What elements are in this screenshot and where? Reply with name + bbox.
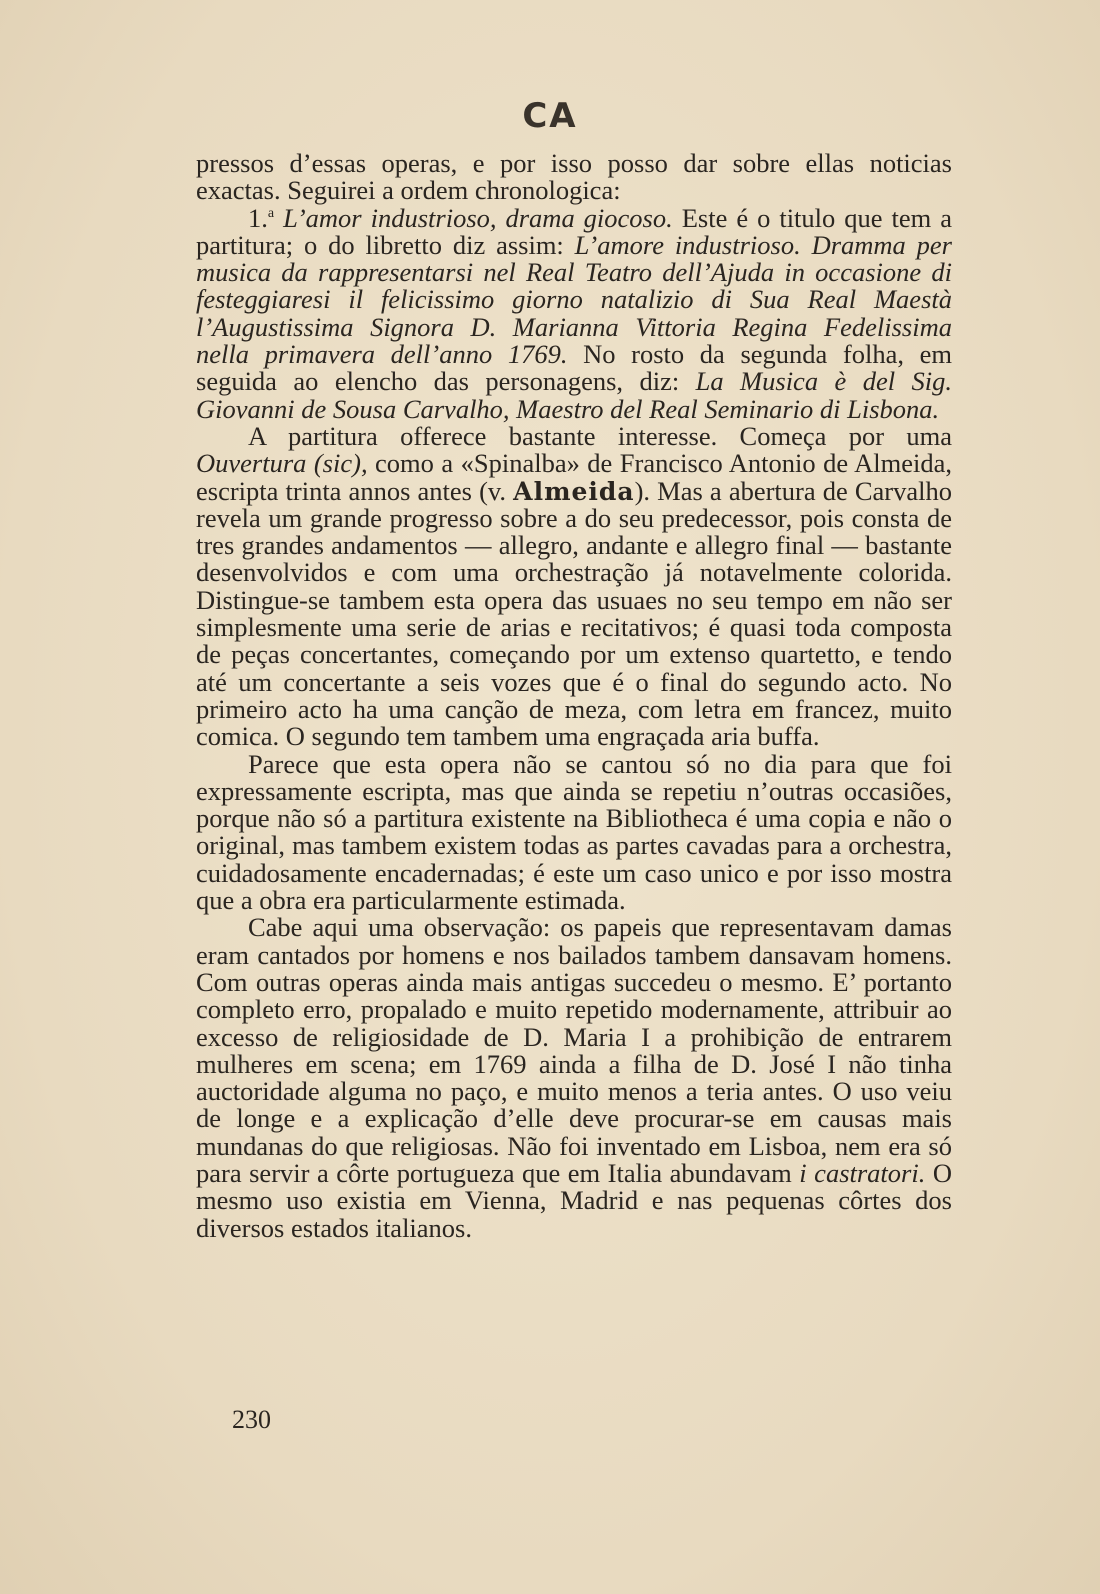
paragraph-3-text-c: ). Mas a abertura de Carvalho revela um grande progresso sobre a do seu predecessor, pois consta de tres grandes andamentos — allegro, andante e allegro final — bastante desenvolvidos e com uma orchestração já notavelmente colorida. Distingue-se tambem esta opera das usuaes no seu tempo em não ser simplesmente uma serie de arias e recitativos; é quasi toda composta de peças concertantes, começando por um extenso quartetto, e tendo até um concertante a seis vozes que é o final do segundo acto. No primeiro acto ha uma canção de meza, com letra em francez, muito comica. O segundo tem tambem uma engraçada aria buffa. xyxy=(196,475,952,752)
libretto-title: L’amore industrioso. Dramma per musica da rappresentarsi nel Real Teatro dell’Ajuda in occasione di festeggiaresi il felicissimo giorno natalizio di Sua Real Maestà l’Augustissima Signora D. Marianna Vittoria Regina Fedelissima nella primavera dell’anno 1769. xyxy=(196,229,952,370)
paragraph-3-text-a: A partitura offerece bastante interesse. Começa por uma xyxy=(248,420,952,451)
work-title: L’amor industrioso, drama giocoso. xyxy=(283,202,673,233)
paragraph-2-text-b: No rosto da segunda folha, em seguida ao elencho das personagens, diz: xyxy=(196,339,953,397)
paragraph-3 xyxy=(196,420,952,752)
paragraph-2 xyxy=(196,202,953,424)
item-number: 1. xyxy=(248,202,268,233)
paragraph-2-text-a: Este é o titulo que tem a partitura; o do libretto diz assim: xyxy=(196,202,952,260)
castratori-term: i castratori. xyxy=(799,1157,926,1188)
body-text xyxy=(196,150,952,1242)
ouvertura-term: Ouvertura (sic), xyxy=(196,448,368,479)
item-ordinal: a xyxy=(267,205,275,221)
paragraph-5 xyxy=(196,914,952,1242)
paragraph-3-text-b: como a «Spinalba» de Francisco Antonio de Almeida, escripta trinta annos antes (v. xyxy=(196,448,952,506)
paragraph-5-text-b: O mesmo uso existia em Vienna, Madrid e nas pequenas côrtes dos diversos estados italianos. xyxy=(196,1157,953,1243)
page-number: 230 xyxy=(232,1405,271,1434)
paragraph-1: pressos d’essas operas, e por isso posso dar sobre ellas noticias exactas. Seguirei a ordem chronologica: xyxy=(196,148,952,206)
paragraph-4: Parece que esta opera não se cantou só no dia para que foi expressamente escripta, mas que ainda se repetiu n’outras occasiões, porque não só a partitura existente na Bibliotheca é uma copia e não o original, mas tambem existem todas as partes cavadas para a orchestra, cuidadosamente encadernadas; é este um caso unico e por isso mostra que a obra era particularmente estimada. xyxy=(196,748,952,916)
running-header: CA xyxy=(522,96,578,136)
paragraph-5-text-a: Cabe aqui uma observação: os papeis que representavam damas eram cantados por homens e nos bailados tambem dansavam homens. Com outras operas ainda mais antigas succedeu o mesmo. E’ portanto completo erro, propalado e muito repetido modernamente, attribuir ao excesso de religiosidade de D. Maria I a prohibição de entrarem mulheres em scena; em 1769 ainda a filha de D. José I não tinha auctoridade alguma no paço, e muito menos a teria antes. O uso veiu de longe e a explicação d’elle deve procurar-se em causas mais mundanas do que religiosas. Não foi inventado em Lisboa, nem era só para servir a côrte portugueza que em Italia abundavam xyxy=(196,912,952,1188)
cross-reference: Almeida xyxy=(513,476,635,506)
music-credit: La Musica è del Sig. Giovanni de Sousa Carvalho, Maestro del Real Seminario di Lisbona. xyxy=(196,366,952,424)
